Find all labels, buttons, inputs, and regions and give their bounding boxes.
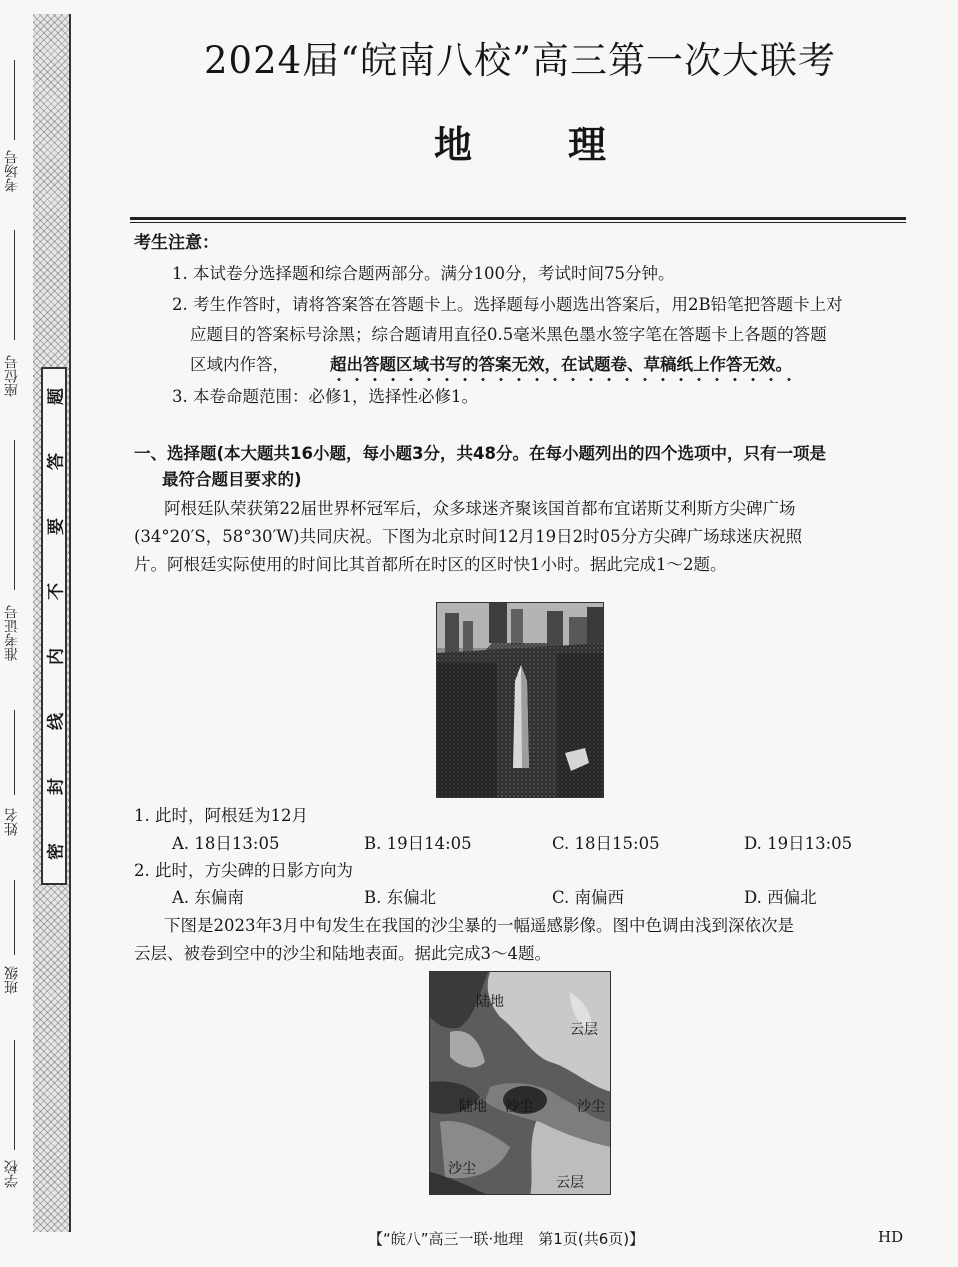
map-label-land: 陆地 xyxy=(459,1099,487,1115)
question-2-option-a: A. 东偏南 xyxy=(172,888,244,907)
seal-char: 不 xyxy=(46,583,67,600)
passage-line: 云层、被卷到空中的沙尘和陆地表面。据此完成3～4题。 xyxy=(134,944,551,963)
seal-char: 要 xyxy=(46,518,67,535)
passage-line: 阿根廷队荣获第22届世界杯冠军后，众多球迷齐聚该国首都布宜诺斯艾利斯方尖碑广场 xyxy=(164,499,796,518)
binding-fields xyxy=(0,0,30,1267)
question-1-option-b: B. 19日14:05 xyxy=(364,834,472,853)
notice-heading: 考生注意： xyxy=(134,233,219,253)
school-label: 学校 xyxy=(4,1160,20,1188)
page-footer: 【“皖八”高三一联·地理 第1页(共6页)】 xyxy=(368,1230,645,1248)
exam-no-line xyxy=(14,440,15,590)
question-1-option-a: A. 18日13:05 xyxy=(172,834,280,853)
notice-item: 区域内作答， xyxy=(190,355,289,374)
name-label: 姓名 xyxy=(4,808,20,836)
school-line xyxy=(14,1040,15,1150)
subject-title: 地理 xyxy=(433,123,702,167)
exam-no-label: 准考证号 xyxy=(4,605,20,661)
notice-item: 3. 本卷命题范围：必修1，选择性必修1。 xyxy=(172,387,478,406)
room-no-line xyxy=(14,230,15,340)
dust-storm-satellite-image xyxy=(429,971,611,1195)
question-1-option-c: C. 18日15:05 xyxy=(552,834,660,853)
question-1-option-d: D. 19日13:05 xyxy=(744,834,853,853)
seat-no-label: 考场号 xyxy=(4,150,20,192)
question-2-option-b: B. 东偏北 xyxy=(364,888,437,907)
header-rule xyxy=(130,217,906,220)
class-line xyxy=(14,880,15,955)
seat-no-line xyxy=(14,60,15,140)
question-1-stem: 1. 此时，阿根廷为12月 xyxy=(134,806,308,825)
notice-item: 1. 本试卷分选择题和综合题两部分。满分100分，考试时间75分钟。 xyxy=(172,264,675,283)
map-label-dust: 沙尘 xyxy=(505,1099,533,1115)
map-label-dust: 沙尘 xyxy=(577,1099,605,1115)
passage-line: (34°20′S，58°30′W)共同庆祝。下图为北京时间12月19日2时05分方尖碑广场球迷庆祝照 xyxy=(134,527,803,546)
question-2-option-c: C. 南偏西 xyxy=(552,888,625,907)
seal-char: 密 xyxy=(46,843,67,860)
notice-item: 2. 考生作答时，请将答案答在答题卡上。选择题每小题选出答案后，用2B铅笔把答题卡上对 xyxy=(172,295,843,314)
obelisk-square-photo xyxy=(436,602,604,798)
seal-char: 线 xyxy=(46,713,67,730)
map-label-cloud: 云层 xyxy=(570,1022,598,1038)
passage-line: 下图是2023年3月中旬发生在我国的沙尘暴的一幅遥感影像。图中色调由浅到深依次是 xyxy=(164,916,794,935)
header-rule-thin xyxy=(130,222,906,223)
passage-line: 片。阿根廷实际使用的时间比其首都所在时区的区时快1小时。据此完成1～2题。 xyxy=(134,555,727,574)
class-label: 班级 xyxy=(4,966,20,994)
notice-item: 应题目的答案标号涂黑；综合题请用直径0.5毫米黑色墨水签字笔在答题卡上各题的答题 xyxy=(190,325,827,344)
section-heading: 一、选择题(本大题共16小题，每小题3分，共48分。在每小题列出的四个选项中，只有一项是 xyxy=(134,444,826,463)
paper-code: HD xyxy=(878,1228,904,1246)
map-label-dust: 沙尘 xyxy=(448,1161,476,1177)
exam-title: 2024届“皖南八校”高三第一次大联考 xyxy=(204,39,836,82)
seal-char: 封 xyxy=(46,778,67,795)
map-label-cloud: 云层 xyxy=(556,1175,584,1191)
name-line xyxy=(14,710,15,795)
seal-char: 题 xyxy=(46,388,67,405)
seal-char: 内 xyxy=(46,648,67,665)
seal-char: 答 xyxy=(46,453,67,470)
obelisk-photo-image xyxy=(437,603,604,798)
notice-emphasis: 超出答题区域书写的答案无效，在试题卷、草稿纸上作答无效。 xyxy=(330,355,792,383)
seal-line-box xyxy=(41,367,67,885)
question-2-stem: 2. 此时，方尖碑的日影方向为 xyxy=(134,861,353,880)
question-2-option-d: D. 西偏北 xyxy=(744,888,817,907)
room-no-label: 座位号 xyxy=(4,355,20,397)
section-heading-cont: 最符合题目要求的) xyxy=(162,470,302,489)
map-label-land: 陆地 xyxy=(476,994,504,1010)
